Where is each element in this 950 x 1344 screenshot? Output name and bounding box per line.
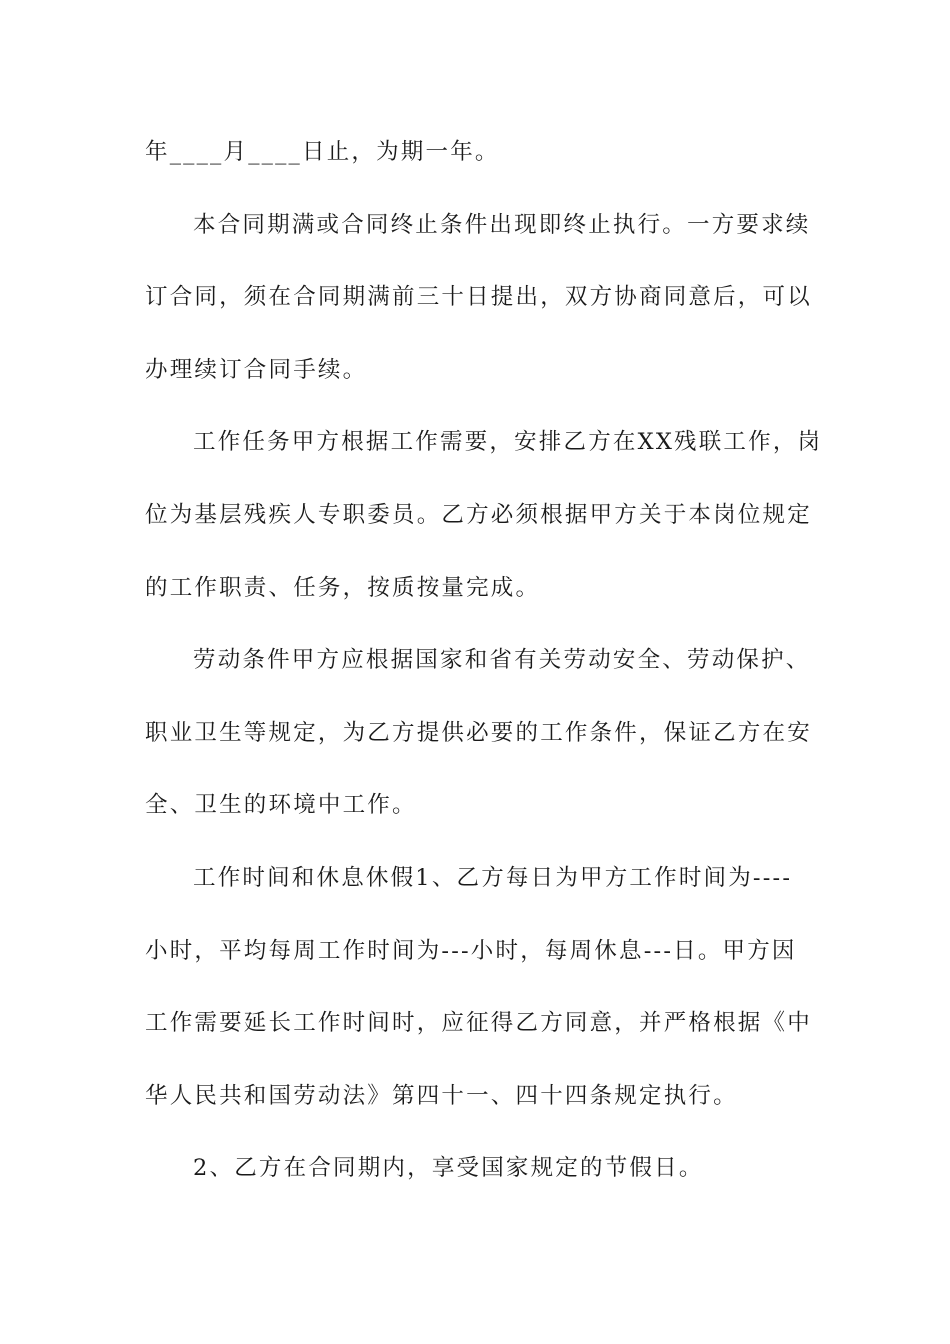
text-line-task-3: 的工作职责、任务，按质按量完成。 [145,574,541,601]
text-line-renewal-3: 办理续订合同手续。 [145,356,368,383]
text-line-term-end: 年____月____日止，为期一年。 [145,139,500,165]
text-line-conditions-1: 劳动条件甲方应根据国家和省有关劳动安全、劳动保护、 [193,647,811,674]
text-line-task-1: 工作任务甲方根据工作需要，安排乙方在XX残联工作，岗 [193,429,823,456]
text-line-hours-2: 小时，平均每周工作时间为---小时，每周休息---日。甲方因 [145,937,797,964]
text-line-hours-1: 工作时间和休息休假1、乙方每日为甲方工作时间为---- [193,864,793,891]
contract-text-body [145,126,823,1215]
text-line-task-2: 位为基层残疾人专职委员。乙方必须根据甲方关于本岗位规定 [145,501,812,528]
text-line-hours-3: 工作需要延长工作时间时，应征得乙方同意，并严格根据《中 [145,1010,812,1037]
text-line-hours-4: 华人民共和国劳动法》第四十一、四十四条规定执行。 [145,1082,738,1109]
text-line-conditions-3: 全、卫生的环境中工作。 [145,792,417,819]
text-line-renewal-2: 订合同，须在合同期满前三十日提出，双方协商同意后，可以 [145,284,812,311]
text-line-holidays: 2、乙方在合同期内，享受国家规定的节假日。 [193,1155,704,1182]
text-line-renewal-1: 本合同期满或合同终止条件出现即终止执行。一方要求续 [193,211,811,238]
text-line-conditions-2: 职业卫生等规定，为乙方提供必要的工作条件，保证乙方在安 [145,719,812,746]
